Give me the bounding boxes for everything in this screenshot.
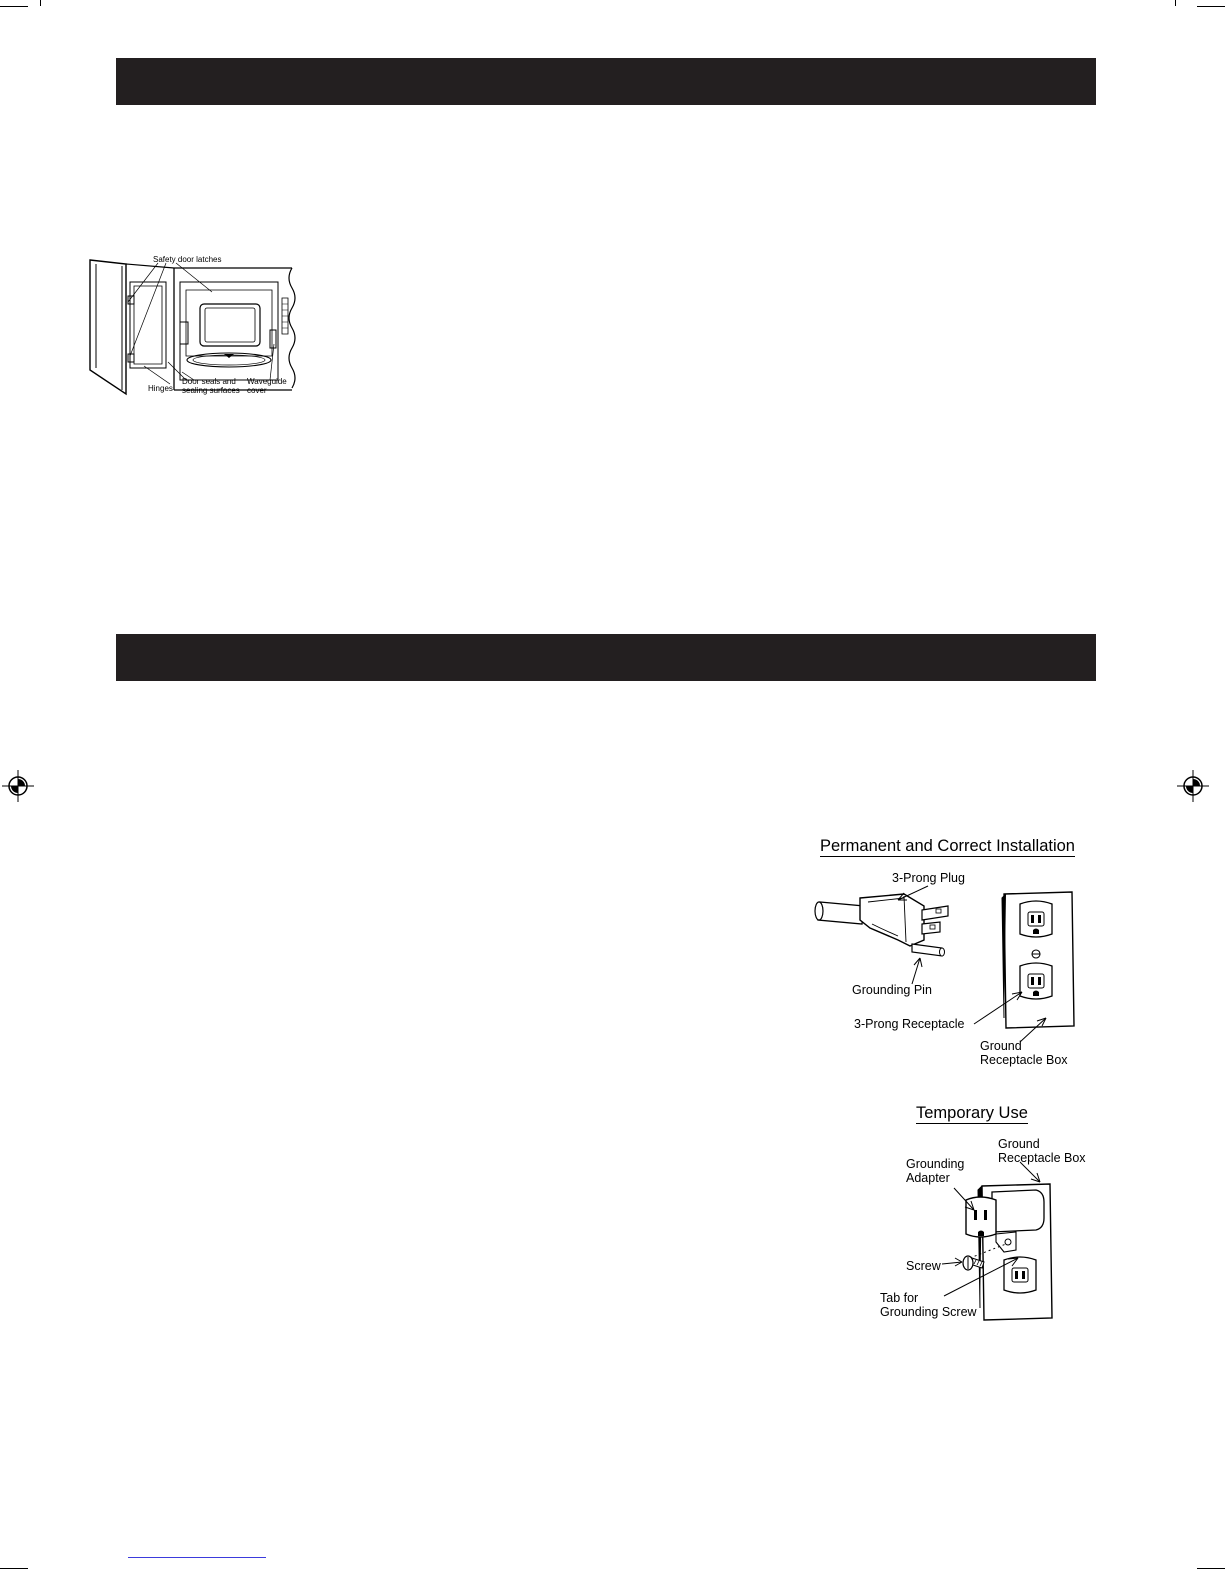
label-grounding-adapter-line1: Grounding	[906, 1157, 965, 1171]
label-ground-box-line2: Receptacle Box	[980, 1053, 1068, 1067]
permanent-installation-figure	[808, 834, 1108, 1074]
temporary-use-figure	[872, 1098, 1102, 1338]
temporary-use-title: Temporary Use	[916, 1104, 1028, 1124]
crop-mark-bottom-left	[0, 1568, 28, 1569]
label-door-seals-line2: sealing surfaces	[182, 386, 240, 395]
label-hinges: Hinges	[148, 384, 173, 393]
label-safety-door-latches: Safety door latches	[153, 255, 222, 264]
label-temp-ground-box-line1: Ground	[998, 1137, 1040, 1151]
section-header-bar-1	[116, 58, 1096, 105]
footer-rule	[128, 1557, 266, 1558]
crop-mark-top-right	[1197, 6, 1225, 7]
label-waveguide-line1: Waveguide	[247, 377, 287, 386]
crop-mark-top-right-v	[1175, 0, 1176, 6]
registration-target-left-icon	[2, 770, 34, 802]
label-grounding-pin: Grounding Pin	[852, 983, 932, 997]
label-waveguide-line2: cover	[247, 386, 267, 395]
label-tab-line1: Tab for	[880, 1291, 919, 1305]
label-ground-box-line1: Ground	[980, 1039, 1022, 1053]
label-door-seals-line1: Door seals and	[182, 377, 236, 386]
crop-mark-top-left	[0, 6, 28, 7]
label-tab-line2: Grounding Screw	[880, 1305, 977, 1319]
permanent-installation-title: Permanent and Correct Installation	[820, 837, 1075, 857]
permanent-leader-lines	[808, 834, 1108, 1074]
label-grounding-adapter-line2: Adapter	[906, 1171, 950, 1185]
label-screw: Screw	[906, 1259, 941, 1273]
crop-mark-bottom-right	[1197, 1568, 1225, 1569]
label-three-prong-receptacle: 3-Prong Receptacle	[854, 1017, 965, 1031]
label-three-prong-plug: 3-Prong Plug	[892, 871, 965, 885]
crop-mark-top-left-v	[40, 0, 41, 6]
oven-diagram	[86, 252, 306, 402]
registration-target-right-icon	[1177, 770, 1209, 802]
label-temp-ground-box-line2: Receptacle Box	[998, 1151, 1086, 1165]
section-header-bar-2	[116, 634, 1096, 681]
